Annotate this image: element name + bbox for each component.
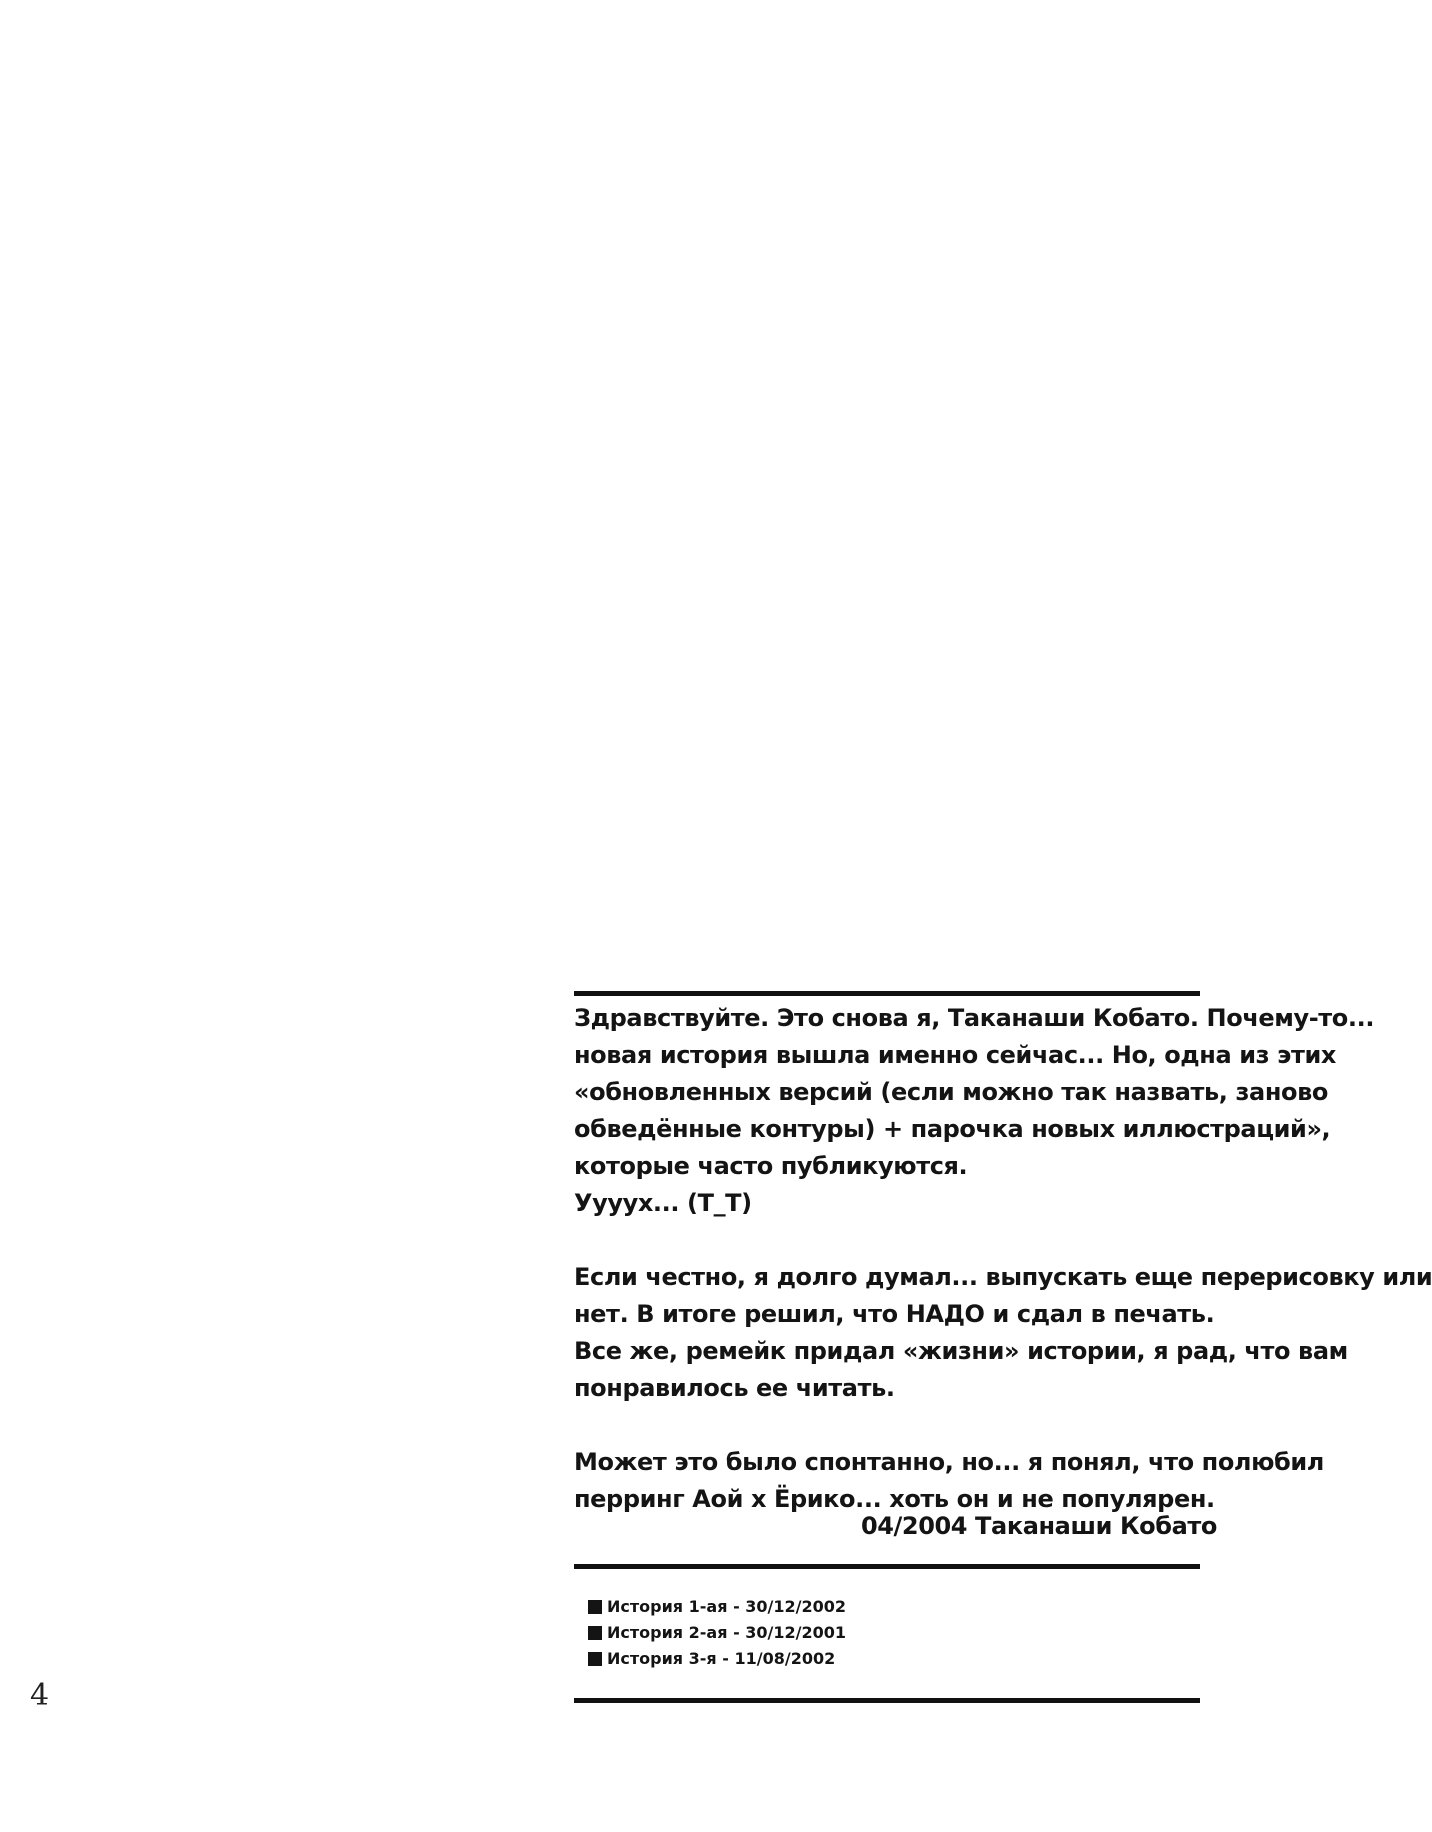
note-paragraph-1 bbox=[574, 1000, 1375, 1222]
note-line: перринг Аой x Ёрико... хоть он и не популярен. bbox=[574, 1485, 1215, 1513]
top-divider bbox=[574, 991, 1200, 996]
note-line: Может это было спонтанно, но... я понял, что полюбил bbox=[574, 1448, 1324, 1476]
list-item bbox=[588, 1646, 846, 1672]
note-line: Уууух... (T_T) bbox=[574, 1189, 752, 1217]
square-bullet-icon bbox=[588, 1600, 602, 1614]
note-paragraph-3 bbox=[574, 1444, 1324, 1518]
bottom-divider bbox=[574, 1698, 1200, 1703]
square-bullet-icon bbox=[588, 1652, 602, 1666]
note-line: Все же, ремейк придал «жизни» истории, я рад, что вам bbox=[574, 1337, 1348, 1365]
note-line: обведённые контуры) + парочка новых иллюстраций», bbox=[574, 1115, 1331, 1143]
note-line: «обновленных версий (если можно так назвать, заново bbox=[574, 1078, 1328, 1106]
story-dates-list bbox=[588, 1594, 846, 1672]
list-item bbox=[588, 1620, 846, 1646]
square-bullet-icon bbox=[588, 1626, 602, 1640]
note-line: нет. В итоге решил, что НАДО и сдал в печать. bbox=[574, 1300, 1215, 1328]
note-line: новая история вышла именно сейчас... Но, одна из этих bbox=[574, 1041, 1336, 1069]
story-date-label: История 3-я - 11/08/2002 bbox=[607, 1649, 836, 1668]
note-paragraph-2 bbox=[574, 1259, 1432, 1407]
page-number: 4 bbox=[30, 1678, 50, 1713]
list-item bbox=[588, 1594, 846, 1620]
note-line: Здравствуйте. Это снова я, Таканаши Кобато. Почему-то... bbox=[574, 1004, 1375, 1032]
middle-divider bbox=[574, 1564, 1200, 1569]
note-line: Если честно, я долго думал... выпускать еще перерисовку или bbox=[574, 1263, 1432, 1291]
story-date-label: История 2-ая - 30/12/2001 bbox=[607, 1623, 847, 1642]
author-signature: 04/2004 Таканаши Кобато bbox=[860, 1512, 1217, 1540]
note-line: понравилось ее читать. bbox=[574, 1374, 895, 1402]
note-line: которые часто публикуются. bbox=[574, 1152, 968, 1180]
author-note bbox=[574, 1000, 1432, 1555]
story-date-label: История 1-ая - 30/12/2002 bbox=[607, 1597, 847, 1616]
